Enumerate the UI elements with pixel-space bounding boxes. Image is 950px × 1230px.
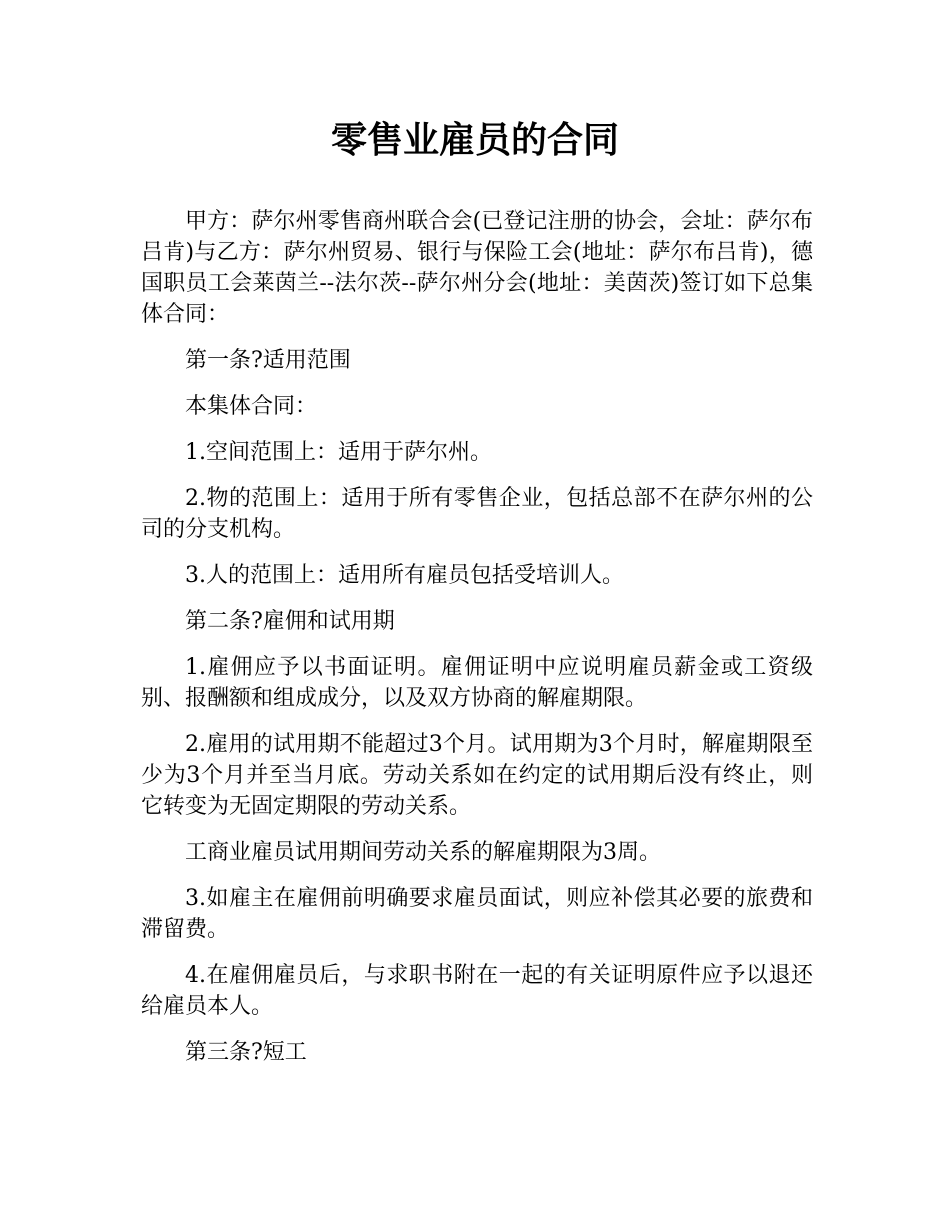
paragraph: 1.雇佣应予以书面证明。雇佣证明中应说明雇员薪金或工资级别、报酬额和组成成分，以及双方协商的解雇期限。: [141, 655, 813, 711]
paragraph: 2.雇用的试用期不能超过3个月。试用期为3个月时，解雇期限至少为3个月并至当月底。劳动关系如在约定的试用期后没有终止，则它转变为无固定期限的劳动关系。: [141, 732, 813, 819]
document-body: [141, 206, 813, 1083]
document-title: 零售业雇员的合同: [330, 120, 619, 161]
paragraph: 3.如雇主在雇佣前明确要求雇员面试，则应补偿其必要的旅费和滞留费。: [141, 886, 813, 942]
paragraph: 本集体合同：: [185, 394, 318, 419]
paragraph: 2.物的范围上：适用于所有零售企业，包括总部不在萨尔州的公司的分支机构。: [141, 486, 813, 542]
paragraph: 4.在雇佣雇员后，与求职书附在一起的有关证明原件应予以退还给雇员本人。: [141, 963, 813, 1019]
paragraph-parties: 甲方：萨尔州零售商州联合会(已登记注册的协会，会址：萨尔布吕肯)与乙方：萨尔州贸易、银行与保险工会(地址：萨尔布吕肯)，德国职员工会莱茵兰--法尔茨--萨尔州分会(地址：美茵茨)签订如下总集体合同：: [141, 209, 813, 327]
paragraph: 3.人的范围上：适用所有雇员包括受培训人。: [185, 563, 624, 588]
heading-article-2: 第二条?雇佣和试用期: [185, 609, 395, 634]
heading-article-3: 第三条?短工: [185, 1040, 307, 1065]
paragraph: 工商业雇员试用期间劳动关系的解雇期限为3周。: [185, 840, 661, 865]
paragraph: 1.空间范围上：适用于萨尔州。: [185, 440, 492, 465]
heading-article-1: 第一条?适用范围: [185, 348, 351, 373]
